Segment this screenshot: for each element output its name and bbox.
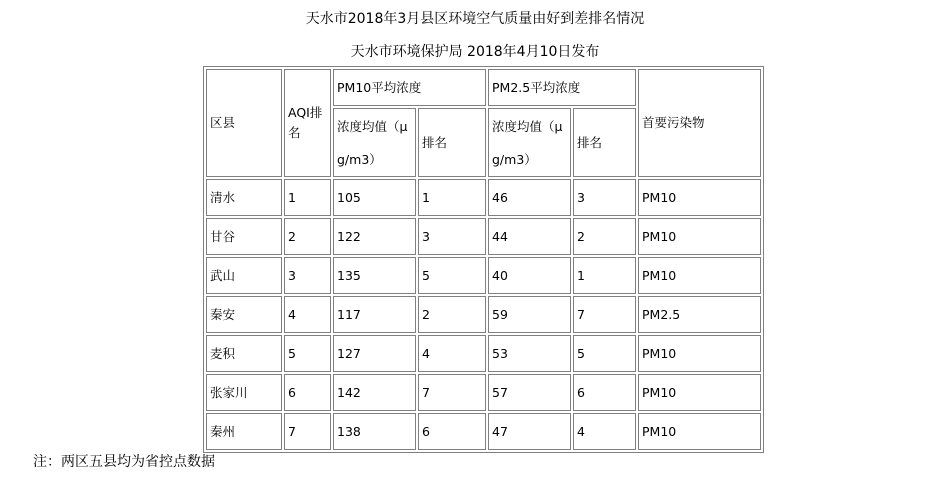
cell-aqi-rank: 2 — [284, 218, 331, 255]
cell-pm25-rank: 1 — [573, 257, 636, 294]
table-row — [206, 335, 761, 372]
cell-pm25-rank: 5 — [573, 335, 636, 372]
cell-pm10-rank: 7 — [418, 374, 486, 411]
cell-county: 武山 — [206, 257, 282, 294]
cell-pm10-rank: 1 — [418, 179, 486, 216]
header-pm25-group: PM2.5平均浓度 — [488, 69, 636, 106]
cell-county: 清水 — [206, 179, 282, 216]
publisher-subtitle: 天水市环境保护局 2018年4月10日发布 — [350, 44, 600, 60]
cell-pm10-value: 117 — [333, 296, 416, 333]
cell-pm10-rank: 5 — [418, 257, 486, 294]
cell-pm10-value: 122 — [333, 218, 416, 255]
cell-pm25-value: 47 — [488, 413, 571, 450]
table-row — [206, 374, 761, 411]
cell-pm25-rank: 3 — [573, 179, 636, 216]
cell-pm10-value: 138 — [333, 413, 416, 450]
header-pm25-concentration: 浓度均值（μg/m3） — [488, 108, 571, 177]
cell-aqi-rank: 7 — [284, 413, 331, 450]
cell-county: 张家川 — [206, 374, 282, 411]
cell-primary-pollutant: PM10 — [638, 413, 761, 450]
header-county: 区县 — [206, 69, 282, 177]
cell-pm25-value: 57 — [488, 374, 571, 411]
header-primary-pollutant: 首要污染物 — [638, 69, 761, 177]
cell-pm10-rank: 4 — [418, 335, 486, 372]
header-pm25-rank: 排名 — [573, 108, 636, 177]
header-pm10-rank: 排名 — [418, 108, 486, 177]
cell-primary-pollutant: PM10 — [638, 335, 761, 372]
cell-pm10-value: 135 — [333, 257, 416, 294]
cell-primary-pollutant: PM10 — [638, 179, 761, 216]
cell-pm25-value: 53 — [488, 335, 571, 372]
cell-aqi-rank: 5 — [284, 335, 331, 372]
cell-county: 秦安 — [206, 296, 282, 333]
air-quality-ranking-table — [203, 66, 764, 453]
cell-primary-pollutant: PM10 — [638, 218, 761, 255]
cell-pm10-value: 142 — [333, 374, 416, 411]
cell-aqi-rank: 3 — [284, 257, 331, 294]
table-row — [206, 257, 761, 294]
cell-pm25-value: 59 — [488, 296, 571, 333]
footnote: 注：两区五县均为省控点数据 — [33, 454, 215, 470]
table-row — [206, 218, 761, 255]
cell-pm25-value: 40 — [488, 257, 571, 294]
cell-pm10-rank: 6 — [418, 413, 486, 450]
table-row — [206, 179, 761, 216]
cell-county: 麦积 — [206, 335, 282, 372]
cell-aqi-rank: 4 — [284, 296, 331, 333]
cell-pm10-value: 105 — [333, 179, 416, 216]
cell-pm25-value: 46 — [488, 179, 571, 216]
cell-aqi-rank: 1 — [284, 179, 331, 216]
table-row — [206, 296, 761, 333]
cell-pm25-rank: 2 — [573, 218, 636, 255]
header-aqi-rank: AQI排名 — [284, 69, 331, 177]
cell-pm25-rank: 4 — [573, 413, 636, 450]
cell-pm25-value: 44 — [488, 218, 571, 255]
cell-primary-pollutant: PM2.5 — [638, 296, 761, 333]
cell-pm10-rank: 3 — [418, 218, 486, 255]
cell-pm10-rank: 2 — [418, 296, 486, 333]
cell-aqi-rank: 6 — [284, 374, 331, 411]
cell-primary-pollutant: PM10 — [638, 257, 761, 294]
cell-county: 甘谷 — [206, 218, 282, 255]
cell-pm25-rank: 7 — [573, 296, 636, 333]
cell-pm25-rank: 6 — [573, 374, 636, 411]
cell-pm10-value: 127 — [333, 335, 416, 372]
header-pm10-group: PM10平均浓度 — [333, 69, 486, 106]
table-row — [206, 413, 761, 450]
header-pm10-concentration: 浓度均值（μg/m3） — [333, 108, 416, 177]
table-header-row — [206, 69, 761, 106]
page-title: 天水市2018年3月县区环境空气质量由好到差排名情况 — [305, 11, 645, 27]
cell-primary-pollutant: PM10 — [638, 374, 761, 411]
cell-county: 秦州 — [206, 413, 282, 450]
